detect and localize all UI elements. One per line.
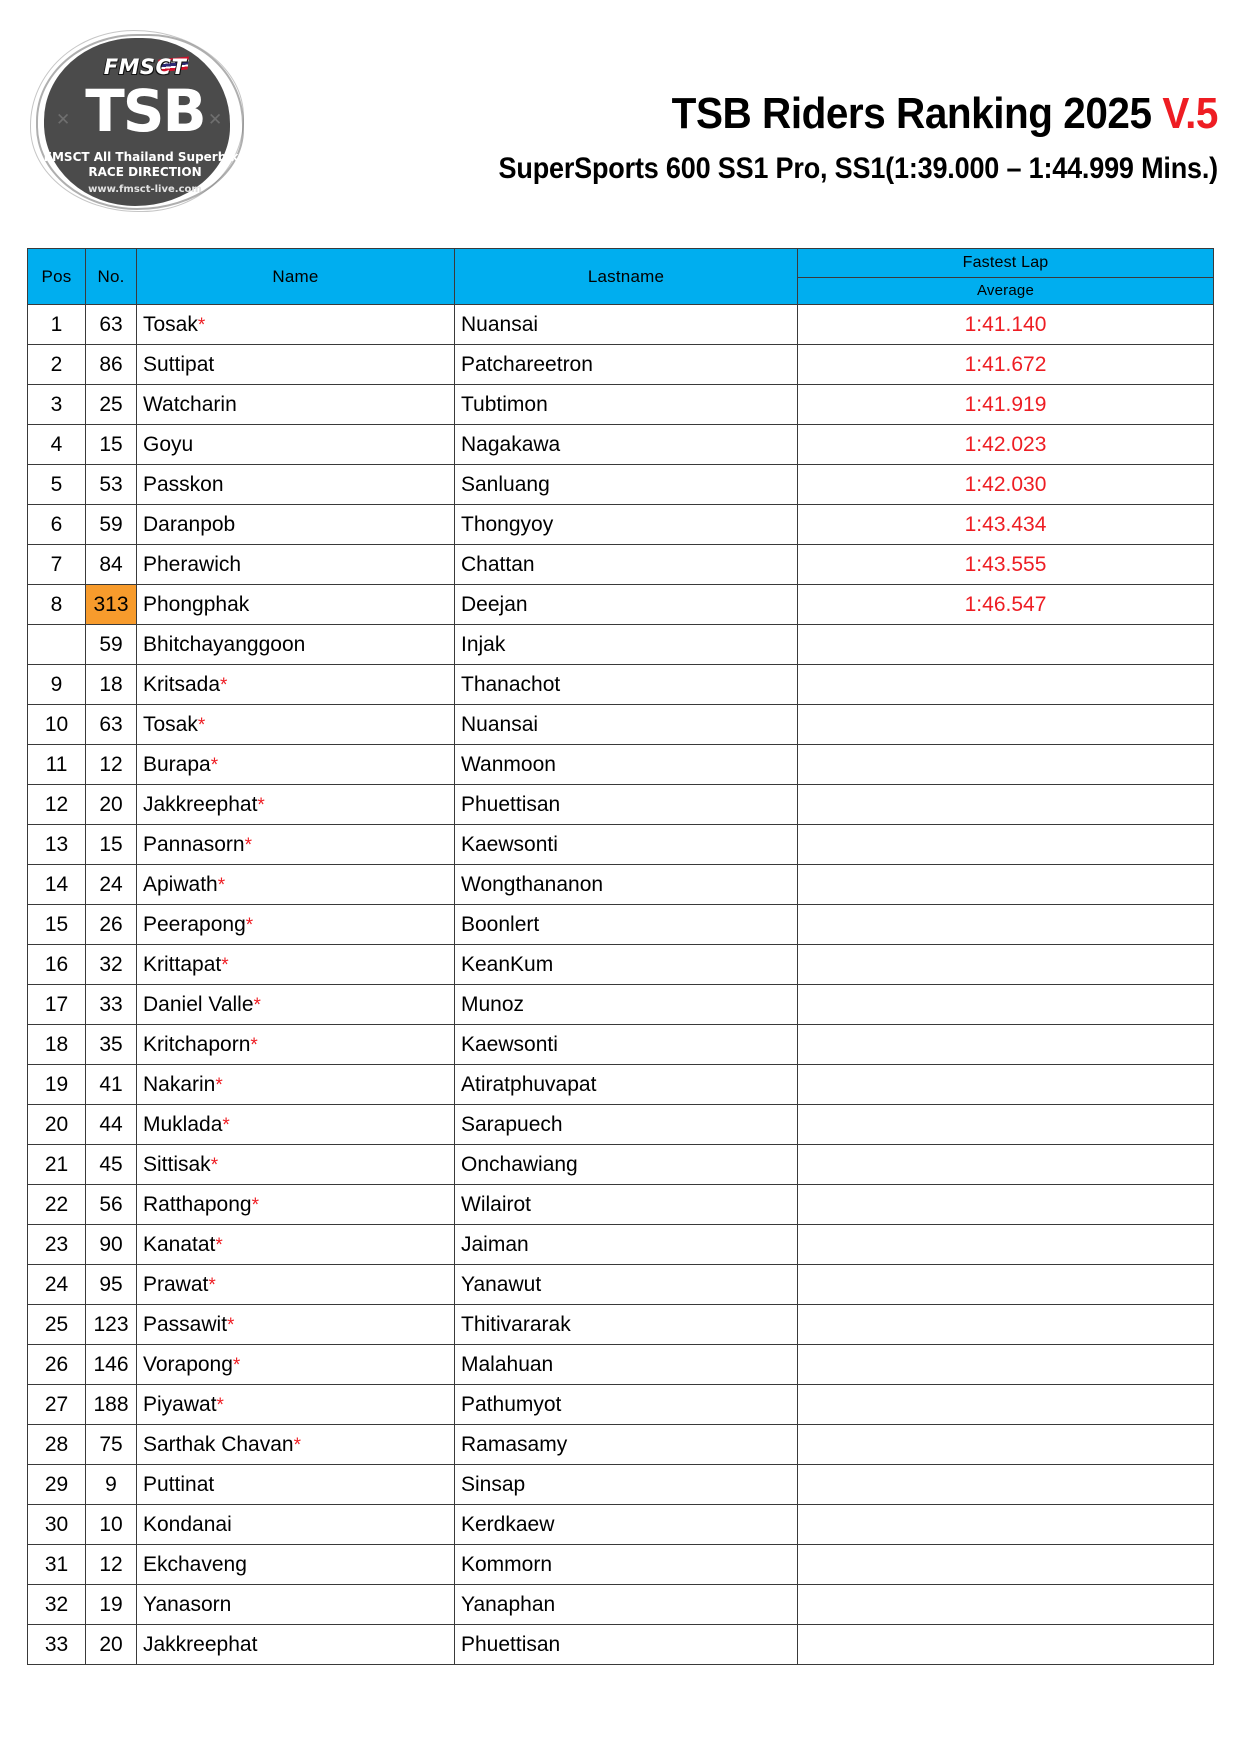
cell-first-name <box>137 425 455 465</box>
logo-org-line: FMSCT All Thailand Superbike <box>43 150 247 164</box>
table-row <box>28 1625 1214 1665</box>
logo-brand-text: FMSCT <box>103 55 187 79</box>
cell-first-name <box>137 1145 455 1185</box>
first-name-text: Kritsada <box>143 672 221 696</box>
first-name-text: Sittisak <box>143 1152 211 1176</box>
cell-fastest-lap-average <box>798 865 1214 905</box>
asterisk-icon: * <box>197 314 206 336</box>
cell-fastest-lap-average <box>798 985 1214 1025</box>
cell-first-name <box>137 1265 455 1305</box>
asterisk-icon: * <box>232 1354 241 1376</box>
cell-position: 10 <box>28 705 86 745</box>
first-name-text: Apiwath <box>143 872 218 896</box>
cell-position: 2 <box>28 345 86 385</box>
cell-fastest-lap-average <box>798 1345 1214 1385</box>
cell-first-name <box>137 1585 455 1625</box>
cell-fastest-lap-average <box>798 1185 1214 1225</box>
first-name-text: Muklada <box>143 1112 223 1136</box>
cell-rider-number: 9 <box>86 1465 137 1505</box>
first-name-text: Prawat <box>143 1272 209 1296</box>
cell-position: 7 <box>28 545 86 585</box>
cell-fastest-lap-average <box>798 1025 1214 1065</box>
table-row <box>28 425 1214 465</box>
cell-rider-number: 59 <box>86 625 137 665</box>
table-row <box>28 1145 1214 1185</box>
cell-fastest-lap-average <box>798 705 1214 745</box>
cell-last-name: Patchareetron <box>455 345 798 385</box>
asterisk-icon: * <box>227 1314 235 1336</box>
cell-first-name <box>137 1065 455 1105</box>
page-title-text: TSB Riders Ranking 2025 <box>671 89 1152 138</box>
cell-first-name <box>137 945 455 985</box>
cell-last-name: Atiratphuvapat <box>455 1065 798 1105</box>
logo-dept-line: RACE DIRECTION <box>88 165 202 179</box>
cell-rider-number: 53 <box>86 465 137 505</box>
cell-rider-number: 41 <box>86 1065 137 1105</box>
table-row <box>28 705 1214 745</box>
cell-last-name: Kerdkaew <box>455 1505 798 1545</box>
asterisk-icon: * <box>197 714 206 736</box>
cell-last-name: Nagakawa <box>455 425 798 465</box>
table-row <box>28 1025 1214 1065</box>
asterisk-icon: * <box>244 834 252 856</box>
cell-fastest-lap-average <box>798 665 1214 705</box>
cell-first-name <box>137 465 455 505</box>
cell-rider-number: 75 <box>86 1425 137 1465</box>
cell-position: 11 <box>28 745 86 785</box>
cell-first-name <box>137 1465 455 1505</box>
column-header-no: No. <box>86 249 137 305</box>
table-row <box>28 985 1214 1025</box>
first-name-text: Daranpob <box>143 512 236 536</box>
cell-position: 22 <box>28 1185 86 1225</box>
cell-last-name: Phuettisan <box>455 1625 798 1665</box>
table-row <box>28 1065 1214 1105</box>
cell-first-name <box>137 1025 455 1065</box>
cell-last-name: Thitivararak <box>455 1305 798 1345</box>
cell-fastest-lap-average <box>798 1505 1214 1545</box>
cell-first-name <box>137 985 455 1025</box>
cell-rider-number: 26 <box>86 905 137 945</box>
cell-fastest-lap-average: 1:43.434 <box>798 505 1214 545</box>
table-row <box>28 1305 1214 1345</box>
cell-last-name: KeanKum <box>455 945 798 985</box>
logo-x-left-icon: ✕ <box>56 110 71 130</box>
cell-fastest-lap-average <box>798 1105 1214 1145</box>
asterisk-icon: * <box>245 914 254 936</box>
cell-position: 4 <box>28 425 86 465</box>
first-name-text: Nakarin <box>143 1072 216 1096</box>
table-row <box>28 745 1214 785</box>
cell-rider-number: 95 <box>86 1265 137 1305</box>
cell-position: 6 <box>28 505 86 545</box>
cell-position: 13 <box>28 825 86 865</box>
cell-fastest-lap-average: 1:42.023 <box>798 425 1214 465</box>
cell-last-name: Tubtimon <box>455 385 798 425</box>
cell-position: 28 <box>28 1425 86 1465</box>
cell-last-name: Wongthananon <box>455 865 798 905</box>
cell-fastest-lap-average: 1:41.919 <box>798 385 1214 425</box>
table-row <box>28 585 1214 625</box>
page-subtitle: SuperSports 600 SS1 Pro, SS1(1:39.000 – 1:44.999 Mins.) <box>498 152 1218 185</box>
table-row <box>28 1385 1214 1425</box>
cell-position: 15 <box>28 905 86 945</box>
cell-fastest-lap-average <box>798 1625 1214 1665</box>
cell-rider-number: 25 <box>86 385 137 425</box>
cell-first-name <box>137 345 455 385</box>
cell-fastest-lap-average: 1:46.547 <box>798 585 1214 625</box>
first-name-text: Jakkreephat <box>143 792 258 816</box>
cell-last-name: Deejan <box>455 585 798 625</box>
cell-last-name: Thongyoy <box>455 505 798 545</box>
column-header-lastname: Lastname <box>455 249 798 305</box>
cell-fastest-lap-average <box>798 1265 1214 1305</box>
cell-first-name <box>137 505 455 545</box>
table-row <box>28 1585 1214 1625</box>
cell-last-name: Yanawut <box>455 1265 798 1305</box>
asterisk-icon: * <box>253 994 261 1016</box>
cell-fastest-lap-average <box>798 1305 1214 1345</box>
first-name-text: Burapa <box>143 752 211 776</box>
cell-fastest-lap-average <box>798 1545 1214 1585</box>
cell-rider-number: 12 <box>86 1545 137 1585</box>
cell-position: 31 <box>28 1545 86 1585</box>
cell-fastest-lap-average <box>798 745 1214 785</box>
cell-last-name: Munoz <box>455 985 798 1025</box>
logo-x-right-icon: ✕ <box>208 110 223 130</box>
cell-fastest-lap-average <box>798 625 1214 665</box>
cell-first-name <box>137 545 455 585</box>
cell-rider-number: 32 <box>86 945 137 985</box>
cell-first-name <box>137 865 455 905</box>
asterisk-icon: * <box>257 794 265 816</box>
cell-position: 18 <box>28 1025 86 1065</box>
cell-last-name: Onchawiang <box>455 1145 798 1185</box>
cell-position: 32 <box>28 1585 86 1625</box>
first-name-text: Kanatat <box>143 1232 216 1256</box>
ranking-table-container <box>27 248 1213 1665</box>
table-row <box>28 1505 1214 1545</box>
table-row <box>28 345 1214 385</box>
cell-rider-number: 19 <box>86 1585 137 1625</box>
cell-fastest-lap-average <box>798 785 1214 825</box>
cell-last-name: Yanaphan <box>455 1585 798 1625</box>
first-name-text: Tosak <box>143 312 198 336</box>
cell-rider-number: 18 <box>86 665 137 705</box>
cell-fastest-lap-average <box>798 1225 1214 1265</box>
cell-rider-number: 45 <box>86 1145 137 1185</box>
table-row <box>28 305 1214 345</box>
first-name-text: Krittapat <box>143 952 222 976</box>
fmsct-tsb-logo <box>30 32 260 207</box>
cell-last-name: Injak <box>455 625 798 665</box>
cell-last-name: Kaewsonti <box>455 1025 798 1065</box>
cell-first-name <box>137 1305 455 1345</box>
cell-position: 16 <box>28 945 86 985</box>
table-row <box>28 865 1214 905</box>
first-name-text: Ratthapong <box>143 1192 252 1216</box>
table-row <box>28 1265 1214 1305</box>
cell-position: 20 <box>28 1105 86 1145</box>
cell-first-name <box>137 625 455 665</box>
cell-fastest-lap-average <box>798 1465 1214 1505</box>
table-row <box>28 905 1214 945</box>
table-row <box>28 1425 1214 1465</box>
cell-first-name <box>137 305 455 345</box>
first-name-text: Piyawat <box>143 1392 217 1416</box>
cell-last-name: Wilairot <box>455 1185 798 1225</box>
cell-rider-number: 56 <box>86 1185 137 1225</box>
cell-position: 26 <box>28 1345 86 1385</box>
asterisk-icon: * <box>208 1274 216 1296</box>
cell-last-name: Kaewsonti <box>455 825 798 865</box>
cell-position: 19 <box>28 1065 86 1105</box>
table-row <box>28 825 1214 865</box>
cell-position <box>28 625 86 665</box>
cell-rider-number: 86 <box>86 345 137 385</box>
table-row <box>28 1225 1214 1265</box>
cell-first-name <box>137 1625 455 1665</box>
first-name-text: Daniel Valle <box>143 992 254 1016</box>
cell-position: 1 <box>28 305 86 345</box>
cell-last-name: Jaiman <box>455 1225 798 1265</box>
cell-position: 30 <box>28 1505 86 1545</box>
first-name-text: Yanasorn <box>143 1592 232 1616</box>
cell-last-name: Boonlert <box>455 905 798 945</box>
first-name-text: Bhitchayanggoon <box>143 632 306 656</box>
table-row <box>28 505 1214 545</box>
table-row <box>28 785 1214 825</box>
cell-last-name: Nuansai <box>455 305 798 345</box>
cell-rider-number: 20 <box>86 1625 137 1665</box>
first-name-text: Watcharin <box>143 392 237 416</box>
asterisk-icon: * <box>220 674 228 696</box>
asterisk-icon: * <box>293 1434 301 1456</box>
logo-acronym-text: TSB <box>85 77 205 145</box>
cell-last-name: Ramasamy <box>455 1425 798 1465</box>
first-name-text: Tosak <box>143 712 198 736</box>
first-name-text: Suttipat <box>143 352 215 376</box>
cell-position: 8 <box>28 585 86 625</box>
riders-ranking-table <box>27 248 1214 1665</box>
cell-position: 29 <box>28 1465 86 1505</box>
cell-position: 9 <box>28 665 86 705</box>
first-name-text: Puttinat <box>143 1472 215 1496</box>
table-row <box>28 385 1214 425</box>
page-header <box>0 0 1240 205</box>
asterisk-icon: * <box>217 874 226 896</box>
cell-fastest-lap-average <box>798 945 1214 985</box>
cell-position: 5 <box>28 465 86 505</box>
cell-rider-number: 44 <box>86 1105 137 1145</box>
first-name-text: Peerapong <box>143 912 246 936</box>
cell-first-name <box>137 825 455 865</box>
cell-rider-number: 35 <box>86 1025 137 1065</box>
cell-rider-number: 24 <box>86 865 137 905</box>
cell-fastest-lap-average <box>798 1145 1214 1185</box>
cell-last-name: Pathumyot <box>455 1385 798 1425</box>
page-title <box>327 90 1218 138</box>
cell-position: 12 <box>28 785 86 825</box>
cell-last-name: Sanluang <box>455 465 798 505</box>
cell-position: 24 <box>28 1265 86 1305</box>
cell-rider-number: 123 <box>86 1305 137 1345</box>
cell-rider-number: 90 <box>86 1225 137 1265</box>
asterisk-icon: * <box>222 1114 230 1136</box>
first-name-text: Jakkreephat <box>143 1632 258 1656</box>
version-badge <box>1152 89 1218 138</box>
cell-last-name: Malahuan <box>455 1345 798 1385</box>
asterisk-icon: * <box>215 1074 223 1096</box>
title-block <box>250 90 1218 186</box>
cell-rider-number: 63 <box>86 305 137 345</box>
cell-fastest-lap-average <box>798 1585 1214 1625</box>
cell-rider-number: 15 <box>86 425 137 465</box>
asterisk-icon: * <box>250 1034 258 1056</box>
cell-rider-number: 188 <box>86 1385 137 1425</box>
cell-first-name <box>137 1505 455 1545</box>
cell-position: 14 <box>28 865 86 905</box>
cell-position: 3 <box>28 385 86 425</box>
cell-first-name <box>137 585 455 625</box>
table-row <box>28 1185 1214 1225</box>
cell-position: 17 <box>28 985 86 1025</box>
cell-position: 33 <box>28 1625 86 1665</box>
first-name-text: Pherawich <box>143 552 242 576</box>
first-name-text: Kondanai <box>143 1512 232 1536</box>
cell-rider-number: 12 <box>86 745 137 785</box>
cell-fastest-lap-average <box>798 1425 1214 1465</box>
cell-first-name <box>137 1385 455 1425</box>
logo-url-text: www.fmsct-live.com <box>88 184 202 195</box>
cell-position: 25 <box>28 1305 86 1345</box>
cell-rider-number: 146 <box>86 1345 137 1385</box>
cell-last-name: Phuettisan <box>455 785 798 825</box>
column-header-pos: Pos <box>28 249 86 305</box>
cell-rider-number-highlighted: 313 <box>86 585 137 625</box>
cell-position: 27 <box>28 1385 86 1425</box>
table-row <box>28 1105 1214 1145</box>
cell-first-name <box>137 785 455 825</box>
cell-first-name <box>137 1185 455 1225</box>
first-name-text: Ekchaveng <box>143 1552 247 1576</box>
cell-fastest-lap-average <box>798 825 1214 865</box>
cell-last-name: Chattan <box>455 545 798 585</box>
asterisk-icon: * <box>251 1194 259 1216</box>
first-name-text: Phongphak <box>143 592 250 616</box>
first-name-text: Vorapong <box>143 1352 233 1376</box>
cell-last-name: Kommorn <box>455 1545 798 1585</box>
cell-rider-number: 15 <box>86 825 137 865</box>
first-name-text: Pannasorn <box>143 832 245 856</box>
cell-first-name <box>137 745 455 785</box>
cell-fastest-lap-average <box>798 1065 1214 1105</box>
table-row <box>28 665 1214 705</box>
column-header-average: Average <box>798 277 1214 304</box>
first-name-text: Kritchaporn <box>143 1032 251 1056</box>
table-row <box>28 545 1214 585</box>
asterisk-icon: * <box>216 1394 224 1416</box>
cell-last-name: Sarapuech <box>455 1105 798 1145</box>
table-row <box>28 465 1214 505</box>
cell-rider-number: 59 <box>86 505 137 545</box>
table-row <box>28 1465 1214 1505</box>
asterisk-icon: * <box>221 954 229 976</box>
cell-fastest-lap-average: 1:42.030 <box>798 465 1214 505</box>
cell-position: 23 <box>28 1225 86 1265</box>
table-row <box>28 625 1214 665</box>
cell-position: 21 <box>28 1145 86 1185</box>
asterisk-icon: * <box>210 1154 219 1176</box>
cell-first-name <box>137 1345 455 1385</box>
cell-first-name <box>137 1545 455 1585</box>
column-header-fastest-lap: Fastest Lap <box>798 249 1214 278</box>
asterisk-icon: * <box>215 1234 223 1256</box>
version-text: V.5 <box>1162 89 1218 138</box>
cell-first-name <box>137 665 455 705</box>
cell-rider-number: 63 <box>86 705 137 745</box>
cell-first-name <box>137 1105 455 1145</box>
table-row <box>28 945 1214 985</box>
cell-first-name <box>137 1225 455 1265</box>
cell-first-name <box>137 1425 455 1465</box>
cell-rider-number: 84 <box>86 545 137 585</box>
table-body <box>28 305 1214 1665</box>
cell-fastest-lap-average: 1:41.672 <box>798 345 1214 385</box>
cell-first-name <box>137 705 455 745</box>
table-header <box>28 249 1214 305</box>
table-row <box>28 1545 1214 1585</box>
cell-fastest-lap-average <box>798 1385 1214 1425</box>
cell-fastest-lap-average: 1:41.140 <box>798 305 1214 345</box>
column-header-name: Name <box>137 249 455 305</box>
asterisk-icon: * <box>210 754 219 776</box>
first-name-text: Sarthak Chavan <box>143 1432 294 1456</box>
cell-rider-number: 20 <box>86 785 137 825</box>
first-name-text: Passkon <box>143 472 224 496</box>
table-row <box>28 1345 1214 1385</box>
cell-last-name: Sinsap <box>455 1465 798 1505</box>
cell-rider-number: 10 <box>86 1505 137 1545</box>
cell-last-name: Nuansai <box>455 705 798 745</box>
cell-first-name <box>137 905 455 945</box>
cell-fastest-lap-average <box>798 905 1214 945</box>
cell-rider-number: 33 <box>86 985 137 1025</box>
cell-last-name: Wanmoon <box>455 745 798 785</box>
cell-first-name <box>137 385 455 425</box>
first-name-text: Passawit <box>143 1312 228 1336</box>
cell-fastest-lap-average: 1:43.555 <box>798 545 1214 585</box>
cell-last-name: Thanachot <box>455 665 798 705</box>
first-name-text: Goyu <box>143 432 194 456</box>
